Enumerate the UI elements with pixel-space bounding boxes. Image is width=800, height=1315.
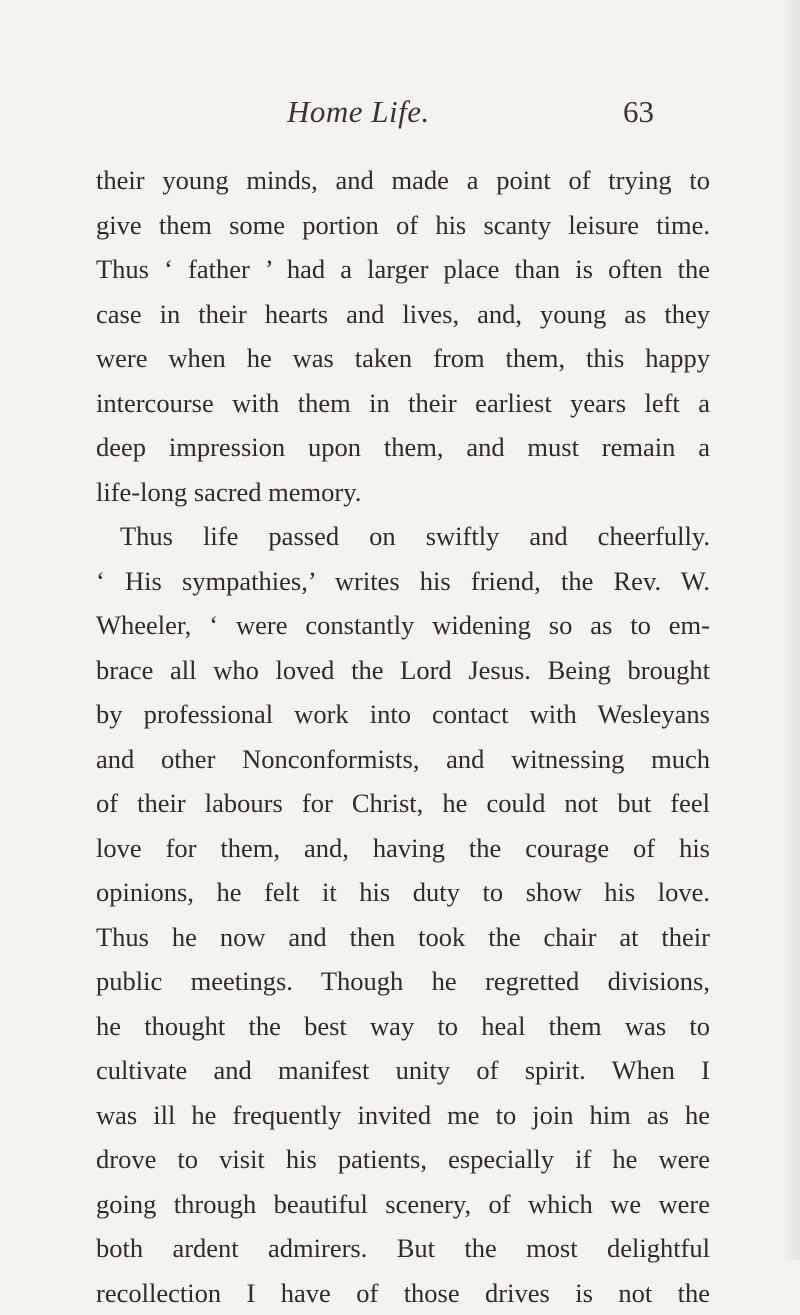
- text-line: going through beautiful scenery, of which we were: [96, 1182, 710, 1227]
- page-number: 63: [623, 94, 654, 130]
- paragraph-start-line: Thus life passed on swiftly and cheerfully.: [96, 514, 710, 559]
- text-line: opinions, he felt it his duty to show his love.: [96, 870, 710, 915]
- running-head: [0, 94, 800, 138]
- text-line: give them some portion of his scanty leisure time.: [96, 203, 710, 248]
- text-line: of their labours for Christ, he could not but feel: [96, 781, 710, 826]
- text-line: their young minds, and made a point of trying to: [96, 158, 710, 203]
- text-line: ‘ His sympathies,’ writes his friend, the Rev. W.: [96, 559, 710, 604]
- text-line: were when he was taken from them, this happy: [96, 336, 710, 381]
- page-edge-shadow: [782, 0, 800, 1260]
- text-line: he thought the best way to heal them was to: [96, 1004, 710, 1049]
- text-line: Thus he now and then took the chair at their: [96, 915, 710, 960]
- text-line: cultivate and manifest unity of spirit. When I: [96, 1048, 710, 1093]
- text-line: recollection I have of those drives is not the: [96, 1271, 710, 1315]
- body-text: [96, 158, 710, 1315]
- text-line: was ill he frequently invited me to join him as he: [96, 1093, 710, 1138]
- text-line: intercourse with them in their earliest years left a: [96, 381, 710, 426]
- text-line: Wheeler, ‘ were constantly widening so as to em-: [96, 603, 710, 648]
- text-line: both ardent admirers. But the most delightful: [96, 1226, 710, 1271]
- text-line: deep impression upon them, and must remain a: [96, 425, 710, 470]
- text-line: public meetings. Though he regretted divisions,: [96, 959, 710, 1004]
- text-line: by professional work into contact with Wesleyans: [96, 692, 710, 737]
- running-title: Home Life.: [287, 94, 430, 130]
- text-line: Thus ‘ father ’ had a larger place than is often the: [96, 247, 710, 292]
- text-line: case in their hearts and lives, and, young as they: [96, 292, 710, 337]
- text-line: brace all who loved the Lord Jesus. Being brought: [96, 648, 710, 693]
- text-line: and other Nonconformists, and witnessing much: [96, 737, 710, 782]
- text-line: drove to visit his patients, especially if he were: [96, 1137, 710, 1182]
- paragraph-end-line: life-long sacred memory.: [96, 470, 710, 515]
- text-line: love for them, and, having the courage of his: [96, 826, 710, 871]
